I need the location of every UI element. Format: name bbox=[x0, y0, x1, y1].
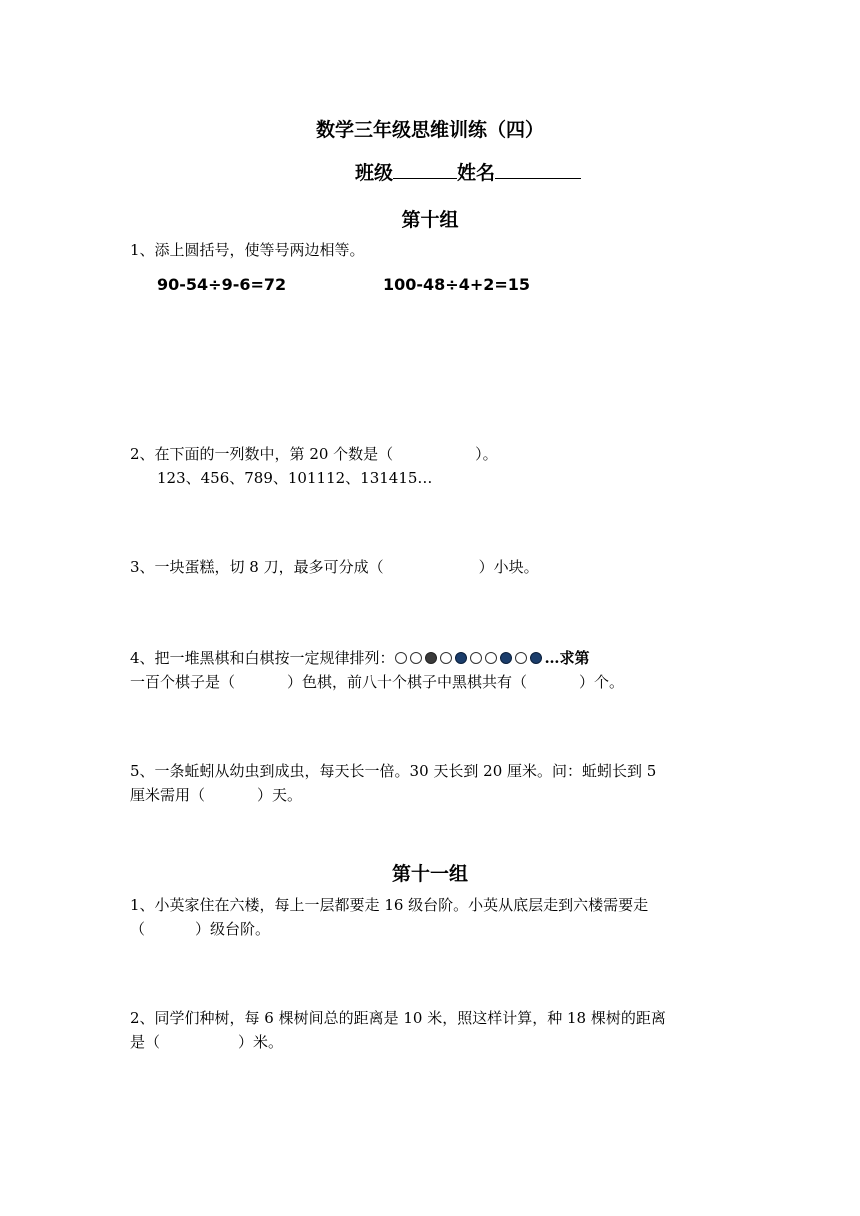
s2-q2-line2 bbox=[130, 1030, 283, 1054]
s1-q4-text-a: 4、把一堆黑棋和白棋按一定规律排列： bbox=[130, 649, 395, 667]
white-stone-6 bbox=[470, 652, 482, 664]
white-stone-7 bbox=[485, 652, 497, 664]
class-blank bbox=[393, 160, 457, 179]
name-blank bbox=[495, 160, 581, 179]
s1-q2-text-b: ）。 bbox=[475, 445, 498, 463]
s2-q2-line2-a: 是（ bbox=[130, 1033, 161, 1051]
class-label: 班级 bbox=[355, 162, 394, 184]
s1-q1-equation-a: 90-54÷9-6=72 bbox=[157, 275, 287, 294]
s1-q4-line2 bbox=[130, 670, 624, 694]
s1-q3-text-a: 3、一块蛋糕，切 8 刀，最多可分成（ bbox=[130, 558, 384, 576]
white-stone-4 bbox=[440, 652, 452, 664]
s1-q4-line2-c: ）个。 bbox=[579, 673, 625, 691]
s1-q3-text-b: ）小块。 bbox=[478, 558, 539, 576]
s1-q2-sequence: 123、456、789、101112、131415… bbox=[157, 469, 433, 487]
navy-stone-5 bbox=[455, 652, 467, 664]
s1-q5-line2-a: 厘米需用（ bbox=[130, 786, 206, 804]
s2-q2-line2-b: ）米。 bbox=[238, 1033, 284, 1051]
stone-sequence bbox=[395, 649, 545, 667]
s1-q5-line1: 5、一条蚯蚓从幼虫到成虫，每天长一倍。30 天长到 20 厘米。问：蚯蚓长到 5 bbox=[130, 762, 657, 780]
s1-q5-line2 bbox=[130, 783, 302, 807]
s2-q2-line1: 2、同学们种树，每 6 棵树间总的距离是 10 米，照这样计算，种 18 棵树的距离 bbox=[130, 1009, 666, 1027]
s1-q3 bbox=[130, 555, 539, 579]
s1-q1-text: 1、添上圆括号，使等号两边相等。 bbox=[130, 241, 365, 259]
navy-stone-8 bbox=[500, 652, 512, 664]
s1-q4-line1 bbox=[130, 646, 590, 670]
name-label: 姓名 bbox=[457, 162, 496, 184]
s2-q1-line1: 1、小英家住在六楼，每上一层都要走 16 级台阶。小英从底层走到六楼需要走 bbox=[130, 896, 649, 914]
black-stone-3 bbox=[425, 652, 437, 664]
s2-q1-line2-a: （ bbox=[130, 920, 146, 938]
s1-q1-equation-b: 100-48÷4+2=15 bbox=[383, 275, 531, 294]
s2-q1-line2-b: ）级台阶。 bbox=[195, 920, 271, 938]
white-stone-9 bbox=[515, 652, 527, 664]
white-stone-2 bbox=[410, 652, 422, 664]
white-stone-1 bbox=[395, 652, 407, 664]
s1-q4-text-b: …求第 bbox=[544, 649, 590, 667]
s1-q2-text-a: 2、在下面的一列数中，第 20 个数是（ bbox=[130, 445, 394, 463]
class-name-line bbox=[355, 158, 581, 185]
page-title: 数学三年级思维训练（四） bbox=[315, 119, 544, 141]
s2-q1-line2 bbox=[130, 917, 270, 941]
s1-q4-line2-b: ）色棋，前八十个棋子中黑棋共有（ bbox=[287, 673, 528, 691]
section1-heading: 第十组 bbox=[401, 209, 459, 231]
s1-q2 bbox=[130, 442, 498, 466]
s1-q5-line2-b: ）天。 bbox=[257, 786, 303, 804]
section2-heading: 第十一组 bbox=[391, 863, 468, 885]
navy-stone-10 bbox=[530, 652, 542, 664]
s1-q4-line2-a: 一百个棋子是（ bbox=[130, 673, 236, 691]
